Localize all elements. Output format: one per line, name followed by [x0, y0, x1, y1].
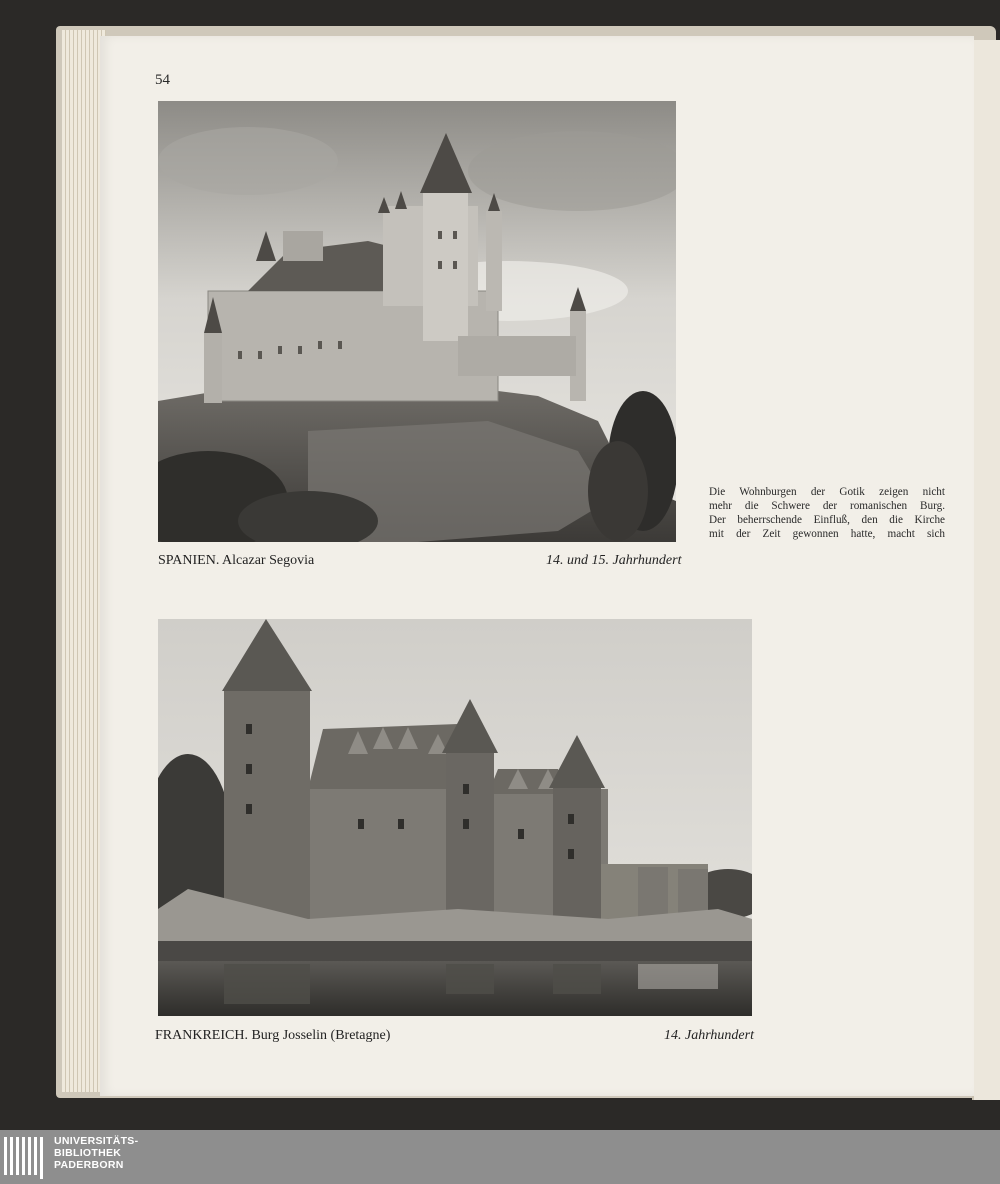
- library-logo-line: UNIVERSITÄTS-: [54, 1135, 139, 1147]
- body-text-line: Die Wohnburgen der Gotik zeigen nicht: [709, 486, 945, 498]
- body-text-line: mit der Zeit gewonnen hatte, macht sich: [709, 528, 945, 540]
- body-text-paragraph: [709, 485, 945, 541]
- library-logo-line: PADERBORN: [54, 1159, 124, 1171]
- facing-page-edge: [972, 40, 1000, 1100]
- figure-date-josselin: 14. Jahrhundert: [664, 1028, 754, 1043]
- segovia-castle-photo: [158, 101, 676, 542]
- figure-caption-josselin: FRANKREICH. Burg Josselin (Bretagne): [155, 1028, 391, 1043]
- josselin-castle-photo: [158, 619, 752, 1016]
- library-logo-line: BIBLIOTHEK: [54, 1147, 122, 1159]
- library-footer: [0, 1130, 1000, 1184]
- figure-date-segovia: 14. und 15. Jahrhundert: [546, 553, 682, 568]
- page-number: 54: [155, 72, 170, 88]
- body-text-line: Der beherrschende Einfluß, den die Kirche: [709, 514, 945, 526]
- figure-caption-segovia: SPANIEN. Alcazar Segovia: [158, 553, 315, 568]
- body-text-line: mehr die Schwere der romanischen Burg.: [709, 500, 945, 512]
- library-logo-icon: [2, 1135, 48, 1179]
